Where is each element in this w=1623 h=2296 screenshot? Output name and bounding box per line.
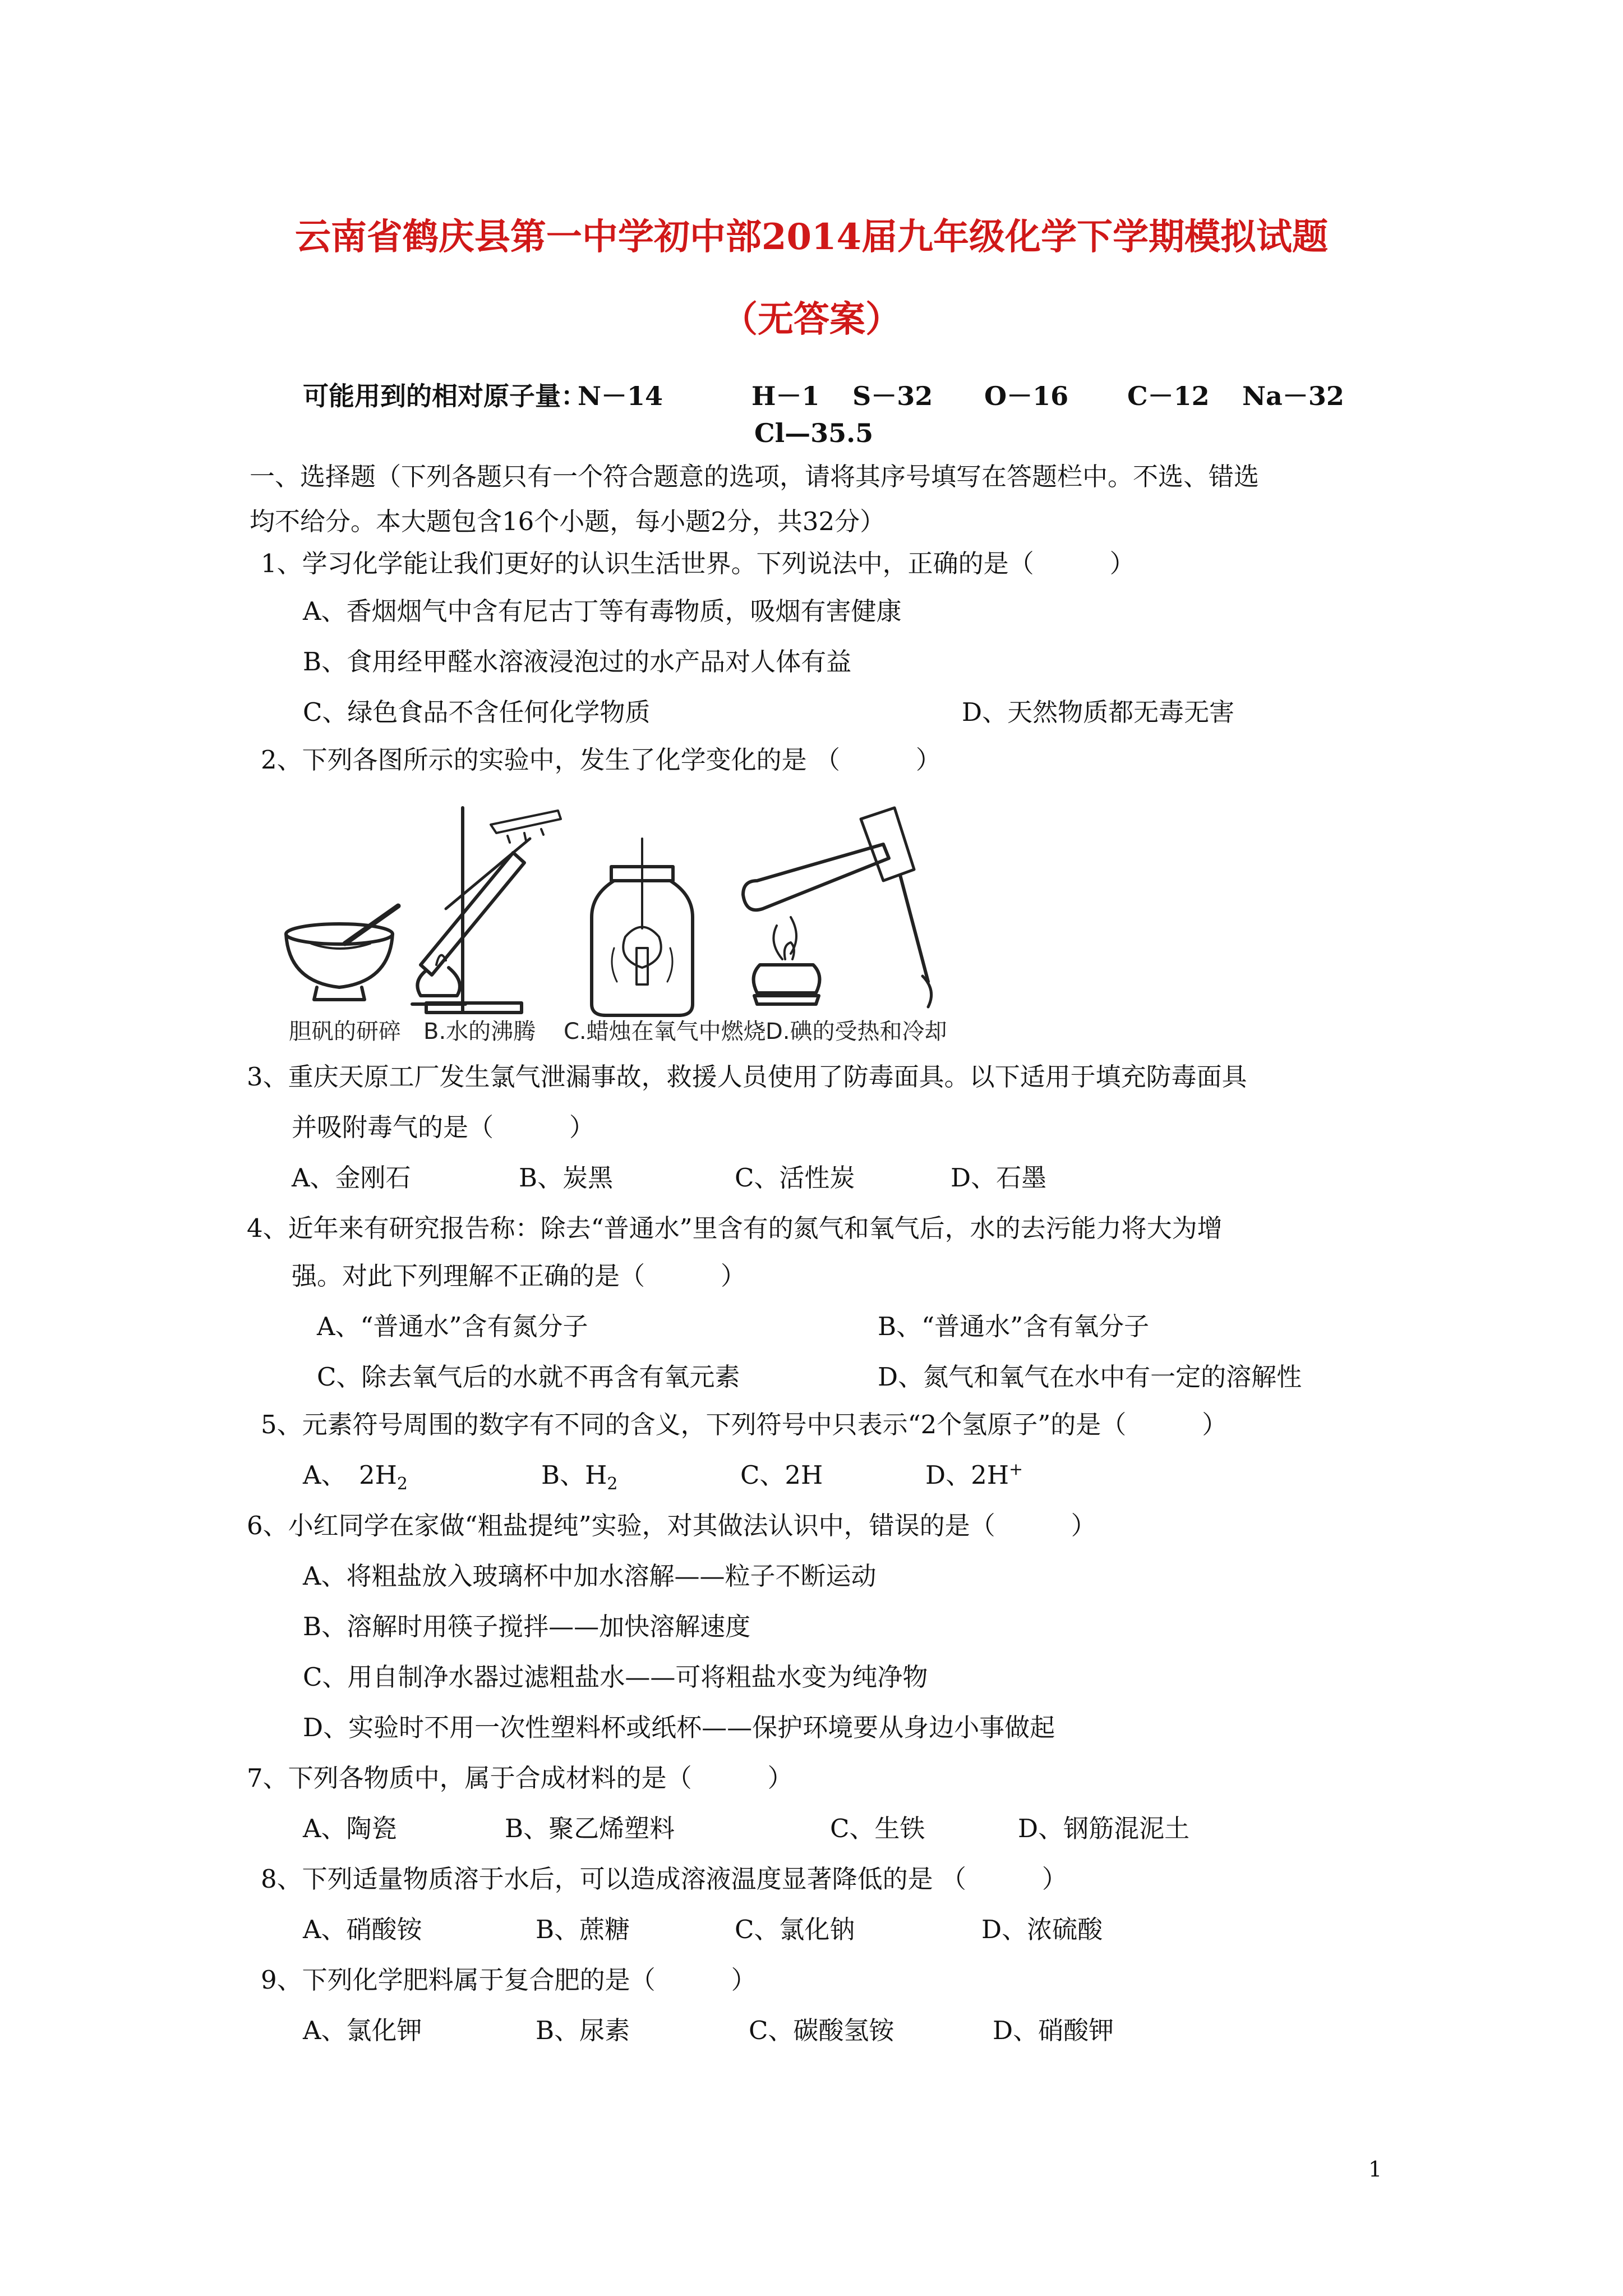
experiment-figure [278,797,1287,1043]
page-number: 1 [1368,2157,1382,2182]
question-1-option-d: D、天然物质都无毒无害 [962,697,1235,727]
question-9-option-d: D、硝酸钾 [993,2016,1114,2045]
atomic-mass-na: Na－32 [1242,381,1344,411]
question-3-option-c: C、活性炭 [735,1163,855,1193]
atomic-mass-h: H－1 [751,381,820,411]
question-5-option-a: A、 $2H_2$ [303,1460,408,1494]
section-heading-line1: 一、选择题（下列各题只有一个符合题意的选项，请将其序号填写在答题栏中。不选、错选 [250,462,1260,491]
atomic-mass-c: C－12 [1127,381,1210,411]
question-5-option-b: B、$H_2$ [541,1460,618,1494]
boiling-water-drawing [412,808,561,1013]
question-6-option-b: B、溶解时用筷子搅拌——加快溶解速度 [303,1612,751,1641]
atomic-mass-o: O－16 [984,381,1069,411]
question-1-option-c: C、绿色食品不含任何化学物质 [303,697,651,727]
question-5-option-d: D、2H+ [925,1460,1023,1490]
question-7-option-a: A、陶瓷 [303,1814,397,1843]
question-6-option-a: A、将粗盐放入玻璃杯中加水溶解——粒子不断运动 [303,1561,877,1591]
question-9-option-a: A、氯化钾 [303,2016,422,2045]
figure-caption-a: 胆矾的研碎 [289,1019,401,1043]
question-2-stem: 2、下列各图所示的实验中，发生了化学变化的是 （ ） [261,745,941,775]
experiment-illustrations [278,797,1287,1043]
document-subtitle: （无答案） [722,298,901,341]
question-7-option-b: B、聚乙烯塑料 [505,1814,675,1843]
question-9-stem: 9、下列化学肥料属于复合肥的是（ ） [261,1965,757,1995]
question-3-option-b: B、炭黑 [519,1163,614,1193]
section-heading-line2: 均不给分。本大题包含16个小题，每小题2分，共32分） [250,507,886,536]
atomic-mass-cl: Cl—35.5 [754,418,874,448]
question-1-option-b: B、食用经甲醛水溶液浸泡过的水产品对人体有益 [303,647,852,677]
question-4-option-c: C、除去氧气后的水就不再含有氧元素 [317,1362,740,1392]
question-5-stem: 5、元素符号周围的数字有不同的含义，下列符号中只表示“2个氢原子”的是（ ） [261,1410,1228,1439]
question-6-option-d: D、实验时不用一次性塑料杯或纸杯——保护环境要从身边小事做起 [303,1713,1055,1742]
question-4-option-b: B、“普通水”含有氧分子 [878,1312,1150,1341]
question-4-stem-line2: 强。对此下列理解不正确的是（ ） [292,1261,746,1291]
question-8-option-b: B、蔗糖 [536,1915,630,1944]
question-7-option-d: D、钢筋混泥土 [1018,1814,1190,1843]
question-3-stem-line1: 3、重庆天原工厂发生氯气泄漏事故，救援人员使用了防毒面具。以下适用于填充防毒面具 [247,1062,1247,1092]
question-9-option-b: B、尿素 [536,2016,630,2045]
question-7-stem: 7、下列各物质中，属于合成材料的是（ ） [247,1763,793,1793]
question-4-stem-line1: 4、近年来有研究报告称：除去“普通水”里含有的氮气和氧气后，水的去污能力将大为增 [247,1213,1223,1243]
question-4-option-a: A、“普通水”含有氮分子 [317,1312,588,1341]
document-title: 云南省鹤庆县第一中学初中部2014届九年级化学下学期模拟试题 [294,216,1329,258]
question-1-stem: 1、学习化学能让我们更好的认识生活世界。下列说法中，正确的是（ ） [261,549,1135,578]
question-8-stem: 8、下列适量物质溶于水后，可以造成溶液温度显著降低的是 （ ） [261,1864,1067,1894]
question-8-option-a: A、硝酸铵 [303,1915,422,1944]
question-3-stem-line2: 并吸附毒气的是（ ） [292,1112,595,1142]
question-8-option-d: D、浓硫酸 [981,1915,1103,1944]
figure-caption-d: D.碘的受热和冷却 [766,1019,947,1043]
question-1-option-a: A、香烟烟气中含有尼古丁等有毒物质，吸烟有害健康 [303,596,902,626]
atomic-masses-label: 可能用到的相对原子量： [303,381,587,411]
candle-jar-drawing [592,839,693,1015]
question-6-stem: 6、小红同学在家做“粗盐提纯”实验，对其做法认识中，错误的是（ ） [247,1511,1096,1540]
question-3-option-a: A、金刚石 [292,1163,411,1193]
question-3-option-d: D、石墨 [951,1163,1047,1193]
question-9-option-c: C、碳酸氢铵 [749,2016,895,2045]
question-4-option-d: D、氮气和氧气在水中有一定的溶解性 [878,1362,1302,1392]
question-5-option-c: C、2H [740,1460,823,1490]
atomic-mass-n: N－14 [578,381,663,411]
question-6-option-c: C、用自制净水器过滤粗盐水——可将粗盐水变为纯净物 [303,1662,928,1692]
question-7-option-c: C、生铁 [830,1814,925,1843]
figure-caption-b: B.水的沸腾 [423,1019,536,1043]
iodine-heating-drawing [743,808,932,1007]
mortar-pestle-drawing [286,906,398,1000]
question-8-option-c: C、氯化钠 [735,1915,855,1944]
figure-caption-c: C.蜡烛在氧气中燃烧 [564,1019,766,1043]
atomic-mass-s: S－32 [852,381,933,411]
